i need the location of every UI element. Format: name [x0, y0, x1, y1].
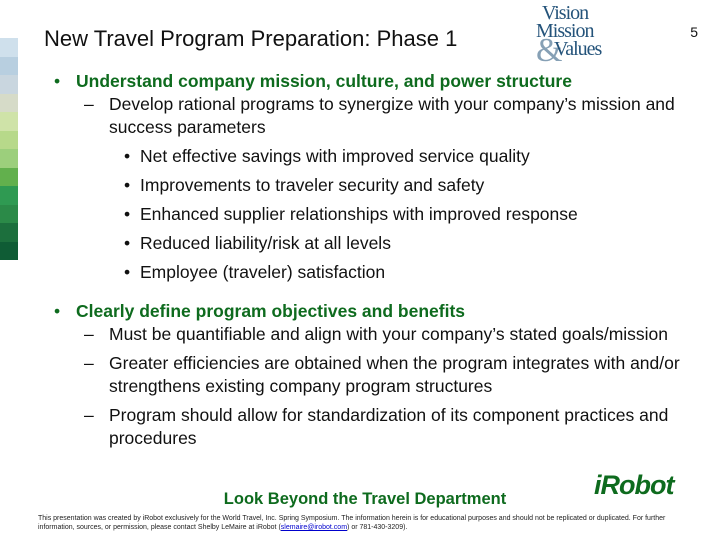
sub-item-text: Develop rational programs to synergize with your company’s mission and success parameters	[109, 94, 675, 137]
sub-item	[54, 404, 694, 450]
dash-mark: –	[84, 324, 94, 344]
footer-tagline: Look Beyond the Travel Department	[223, 490, 507, 508]
sub-item	[54, 93, 694, 139]
strip-block	[0, 57, 18, 76]
bullet-mark: •	[124, 262, 131, 282]
section-heading	[54, 70, 694, 93]
logo-mission: Mission	[536, 20, 594, 42]
strip-block	[0, 242, 18, 261]
bullet-item-text: Improvements to traveler security and safety	[140, 175, 485, 195]
dash-mark: –	[84, 353, 94, 373]
sub-item-text: Greater efficiencies are obtained when the program integrates with and/or strengthens existing company program structures	[109, 353, 680, 396]
sub-item	[54, 352, 694, 398]
dash-mark: –	[84, 405, 94, 425]
irobot-logo: iRobot	[594, 470, 674, 500]
vision-mission-values-logo	[536, 2, 628, 69]
bullet-item	[54, 203, 694, 226]
disclaimer-text	[38, 514, 698, 532]
strip-block	[0, 149, 18, 168]
logo-vision: Vision	[542, 2, 589, 24]
strip-block	[0, 38, 18, 57]
section-heading-text: Clearly define program objectives and benefits	[76, 301, 465, 321]
bullet-mark: •	[124, 146, 131, 166]
strip-block	[0, 94, 18, 113]
bullet-mark: •	[124, 233, 131, 253]
sub-item	[54, 323, 694, 346]
strip-block	[0, 131, 18, 150]
sub-item-text: Must be quantifiable and align with your company’s stated goals/mission	[109, 324, 669, 344]
section-heading	[54, 300, 694, 323]
bullet-mark: •	[54, 71, 61, 91]
bullet-item-text: Reduced liability/risk at all levels	[140, 233, 391, 253]
section-gap	[54, 284, 694, 298]
strip-block	[0, 75, 18, 94]
slide-title: New Travel Program Preparation: Phase 1	[44, 26, 458, 51]
disclaimer-tail: ) or 781-430-3209).	[347, 524, 408, 531]
bullet-mark: •	[54, 301, 61, 321]
strip-block	[0, 168, 18, 187]
bullet-item-text: Net effective savings with improved service quality	[140, 146, 530, 166]
page-number: 5	[690, 24, 698, 40]
strip-block	[0, 112, 18, 131]
bullet-item	[54, 174, 694, 197]
dash-mark: –	[84, 94, 94, 114]
logo-values: Values	[554, 38, 602, 60]
bullet-item	[54, 232, 694, 255]
disclaimer-body: This presentation was created by iRobot exclusively for the World Travel, Inc. Spring Symposium. The information herein is for educational purposes and should not be replicated or duplicated. For further information, sources, or permission, please contact Shelby LeMaire at iRobot (	[38, 515, 666, 531]
sub-item-text: Program should allow for standardization of its component practices and procedures	[109, 405, 669, 448]
bullet-item	[54, 145, 694, 168]
bullet-item-text: Enhanced supplier relationships with improved response	[140, 204, 578, 224]
bullet-item-text: Employee (traveler) satisfaction	[140, 262, 386, 282]
bullet-item	[54, 261, 694, 284]
logo-ampersand: &	[536, 32, 563, 69]
contact-email-link[interactable]: slemaire@irobot.com	[280, 524, 348, 531]
bullet-mark: •	[124, 204, 131, 224]
strip-block	[0, 223, 18, 242]
decorative-color-strip	[0, 38, 18, 260]
slide-body	[54, 68, 694, 450]
section-heading-text: Understand company mission, culture, and power structure	[76, 71, 572, 91]
bullet-mark: •	[124, 175, 131, 195]
strip-block	[0, 205, 18, 224]
strip-block	[0, 186, 18, 205]
